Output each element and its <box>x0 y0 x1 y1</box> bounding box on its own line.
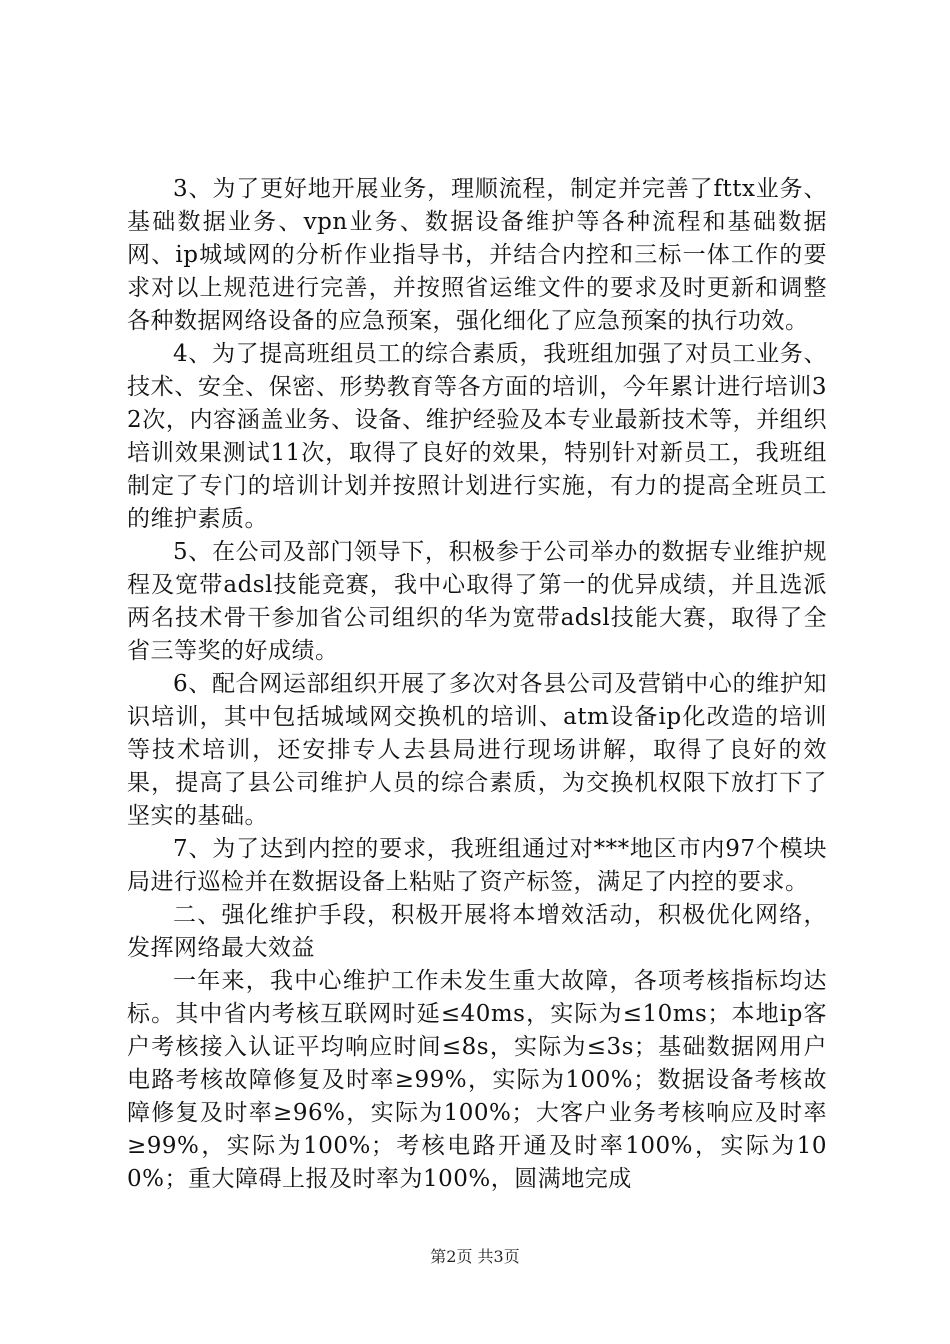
paragraph-item-6: 6、配合网运部组织开展了多次对各县公司及营销中心的维护知识培训，其中包括城域网交换机的培训、atm设备ip化改造的培训等技术培训，还安排专人去县局进行现场讲解，取得了良好的效果，提高了县公司维护人员的综合素质，为交换机权限下放打下了坚实的基础。 <box>127 671 827 829</box>
paragraph-item-3: 3、为了更好地开展业务，理顺流程，制定并完善了fttx业务、基础数据业务、vpn业务、数据设备维护等各种流程和基础数据网、ip城域网的分析作业指导书，并结合内控和三标一体工作的要求对以上规范进行完善，并按照省运维文件的要求及时更新和调整各种数据网络设备的应急预案，强化细化了应急预案的执行功效。 <box>127 176 827 334</box>
paragraph-summary: 一年来，我中心维护工作未发生重大故障，各项考核指标均达标。其中省内考核互联网时延≤40ms，实际为≤10ms；本地ip客户考核接入认证平均响应时间≤8s，实际为≤3s；基础数据网用户电路考核故障修复及时率≥99%，实际为100%；数据设备考核故障修复及时率≥96%，实际为100%；大客户业务考核响应及时率≥99%，实际为100%；考核电路开通及时率100%，实际为100%；重大障碍上报及时率为100%，圆满地完成 <box>127 968 827 1192</box>
paragraph-item-4: 4、为了提高班组员工的综合素质，我班组加强了对员工业务、技术、安全、保密、形势教育等各方面的培训，今年累计进行培训32次，内容涵盖业务、设备、维护经验及本专业最新技术等，并组织培训效果测试11次，取得了良好的效果，特别针对新员工，我班组制定了专门的培训计划并按照计划进行实施，有力的提高全班员工的维护素质。 <box>127 341 827 532</box>
document-body <box>127 173 827 1196</box>
paragraph-item-5: 5、在公司及部门领导下，积极参于公司举办的数据专业维护规程及宽带adsl技能竞赛，我中心取得了第一的优异成绩，并且选派两名技术骨干参加省公司组织的华为宽带adsl技能大赛，取得了全省三等奖的好成绩。 <box>127 539 827 664</box>
paragraph-item-7: 7、为了达到内控的要求，我班组通过对***地区市内97个模块局进行巡检并在数据设备上粘贴了资产标签，满足了内控的要求。 <box>127 836 827 895</box>
section-heading-2: 二、强化维护手段，积极开展将本增效活动，积极优化网络，发挥网络最大效益 <box>127 902 827 961</box>
page-number-footer: 第2页 共3页 <box>430 1247 520 1266</box>
